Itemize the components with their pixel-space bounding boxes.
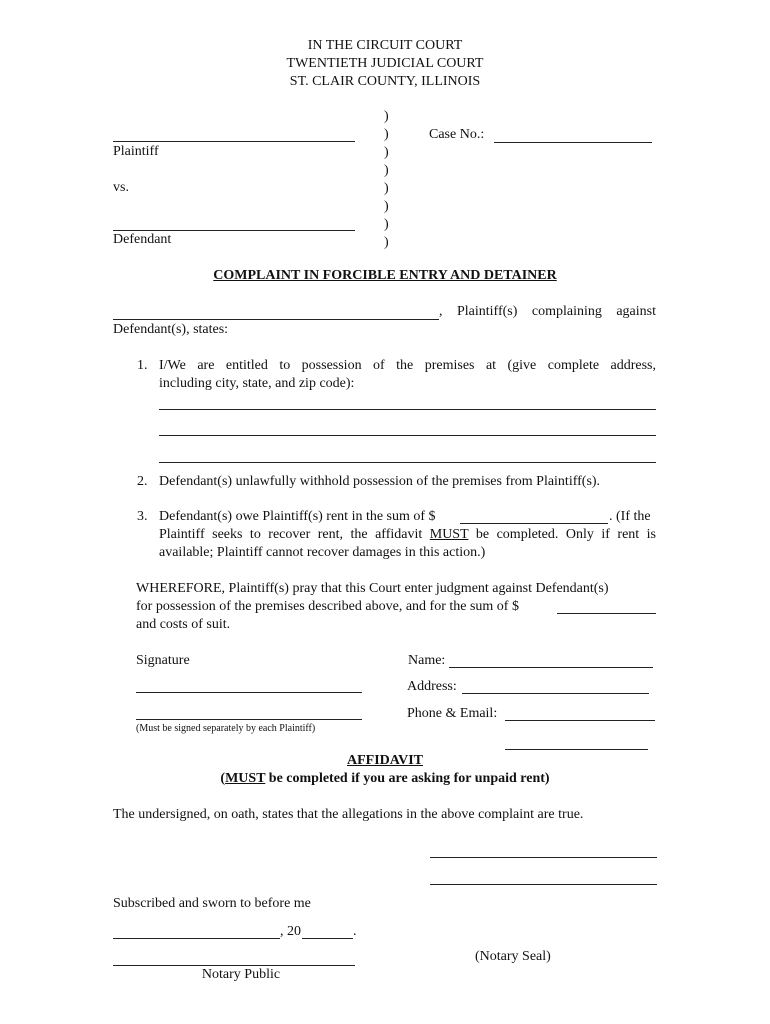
notary-seal-label: (Notary Seal)	[475, 949, 551, 964]
vs-label: vs.	[113, 180, 129, 195]
item3-number: 3.	[137, 509, 148, 524]
signature-line-2[interactable]	[136, 719, 362, 720]
paren: )	[384, 181, 389, 196]
affidavit-subtitle-open: (	[220, 771, 226, 786]
address-label: Address:	[407, 679, 457, 694]
plaintiff-label: Plaintiff	[113, 144, 159, 159]
item3-line3: available; Plaintiff cannot recover damages in this action.)	[159, 545, 486, 560]
phone-email-label: Phone & Email:	[407, 706, 498, 721]
affidavit-statement: The undersigned, on oath, states that the allegations in the above complaint are true.	[113, 807, 584, 822]
paren: )	[384, 127, 389, 142]
case-no-label: Case No.:	[429, 127, 485, 142]
date-year-prefix: , 20	[280, 924, 301, 939]
subscribed-sworn-text: Subscribed and sworn to before me	[113, 896, 311, 911]
plaintiff-name-line[interactable]	[113, 141, 355, 142]
case-no-line[interactable]	[494, 142, 652, 143]
intro-line2: Defendant(s), states:	[113, 322, 229, 337]
judicial-court: TWENTIETH JUDICIAL COURT	[286, 56, 484, 71]
paren: )	[384, 235, 389, 250]
item3-line2-a: Plaintiff seeks to recover rent, the affidavit	[159, 527, 430, 542]
phone-email-line[interactable]	[505, 720, 655, 721]
notary-public-label: Notary Public	[201, 967, 281, 982]
paren: )	[384, 199, 389, 214]
notary-signature-line[interactable]	[113, 965, 355, 966]
date-day-line[interactable]	[113, 938, 280, 939]
rent-amount-line[interactable]	[460, 523, 608, 524]
defendant-name-line[interactable]	[113, 230, 355, 231]
name-label: Name:	[408, 653, 446, 668]
item3-line2	[159, 527, 656, 543]
item1-line2: including city, state, and zip code):	[159, 376, 355, 391]
affidavit-title: AFFIDAVIT	[347, 753, 423, 768]
affiant-signature-line-2[interactable]	[430, 884, 657, 885]
address-line-3[interactable]	[159, 462, 656, 463]
signature-line-1[interactable]	[136, 692, 362, 693]
county-name: ST. CLAIR COUNTY, ILLINOIS	[289, 74, 481, 89]
item1-line1: I/We are entitled to possession of the premises at (give complete address,	[159, 358, 656, 373]
item3-text-b: . (If the	[609, 509, 651, 524]
address-line[interactable]	[462, 693, 649, 694]
item3-line2-b: be completed. Only if rent is	[468, 527, 656, 542]
court-name: IN THE CIRCUIT COURT	[307, 38, 463, 53]
date-year-line[interactable]	[302, 938, 353, 939]
name-line[interactable]	[449, 667, 653, 668]
paren: )	[384, 109, 389, 124]
phone-email-line-2[interactable]	[505, 749, 648, 750]
paren: )	[384, 163, 389, 178]
paren: )	[384, 217, 389, 232]
wherefore-line1: WHEREFORE, Plaintiff(s) pray that this Court enter judgment against Defendant(s)	[136, 581, 609, 596]
plaintiff-intro-line[interactable]	[113, 319, 439, 320]
signature-label: Signature	[136, 653, 190, 668]
item1-number: 1.	[137, 358, 148, 373]
address-line-1[interactable]	[159, 409, 656, 410]
affidavit-must: MUST	[225, 771, 266, 786]
address-line-2[interactable]	[159, 435, 656, 436]
paren: )	[384, 145, 389, 160]
affidavit-subtitle	[0, 771, 770, 787]
affiant-signature-line-1[interactable]	[430, 857, 657, 858]
intro-suffix: , Plaintiff(s) complaining against	[439, 304, 656, 319]
defendant-label: Defendant	[113, 232, 172, 247]
date-period: .	[353, 924, 357, 939]
must-underlined: MUST	[429, 527, 469, 542]
complaint-title: COMPLAINT IN FORCIBLE ENTRY AND DETAINER	[213, 268, 557, 283]
wherefore-line2: for possession of the premises described above, and for the sum of $	[136, 599, 519, 614]
sum-line[interactable]	[557, 613, 656, 614]
wherefore-line3: and costs of suit.	[136, 617, 231, 632]
item3-text-a: Defendant(s) owe Plaintiff(s) rent in the sum of $	[159, 509, 436, 524]
item2-number: 2.	[137, 474, 148, 489]
court-header	[0, 37, 770, 91]
item2-text: Defendant(s) unlawfully withhold possession of the premises from Plaintiff(s).	[159, 474, 601, 489]
signature-note: (Must be signed separately by each Plaintiff)	[136, 723, 316, 734]
affidavit-subtitle-rest: be completed if you are asking for unpaid rent)	[265, 771, 550, 786]
